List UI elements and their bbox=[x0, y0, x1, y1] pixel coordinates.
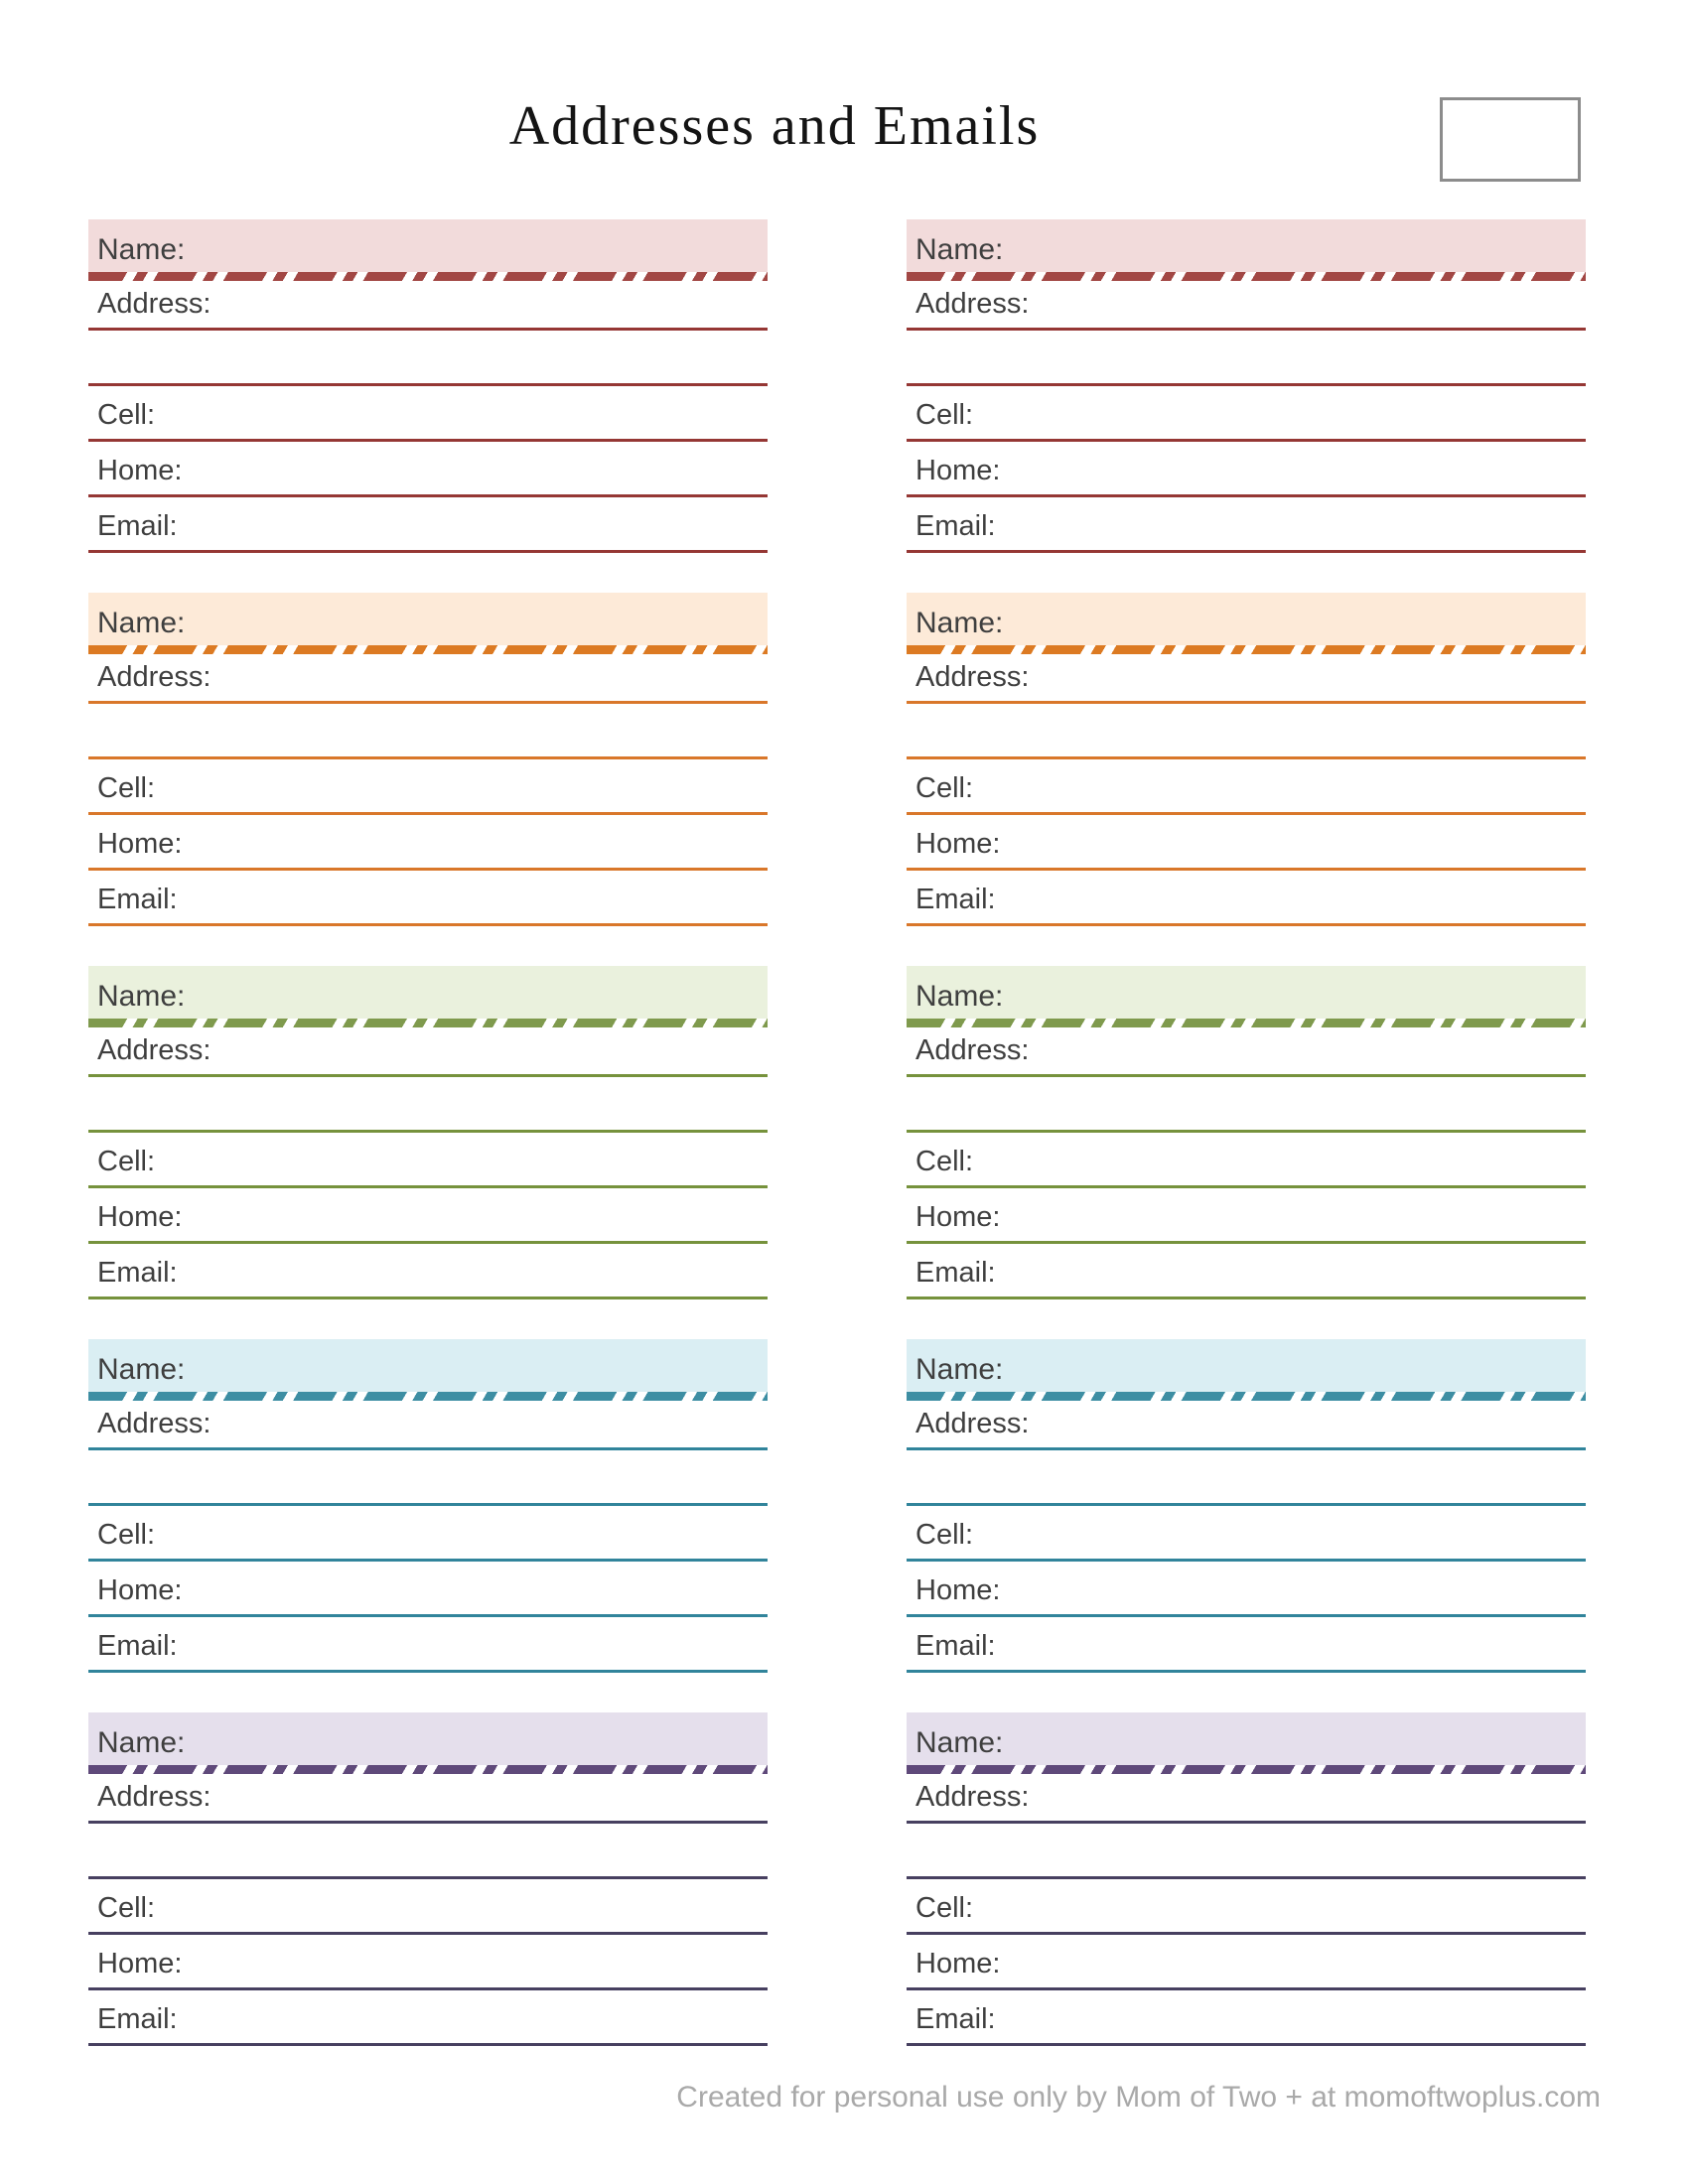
home-label: Home: bbox=[97, 455, 183, 486]
email-label: Email: bbox=[97, 1257, 178, 1289]
email-field bbox=[907, 1244, 1586, 1299]
email-label: Email: bbox=[97, 510, 178, 542]
dashed-divider bbox=[907, 1392, 1586, 1401]
corner-box bbox=[1440, 97, 1581, 182]
email-field bbox=[88, 1990, 768, 2046]
name-field bbox=[88, 966, 768, 1019]
name-label: Name: bbox=[97, 607, 186, 639]
home-field bbox=[88, 442, 768, 497]
dashed-divider bbox=[88, 1765, 768, 1774]
contact-columns bbox=[88, 219, 1586, 2086]
dashed-divider bbox=[907, 645, 1586, 654]
cell-label: Cell: bbox=[915, 1146, 974, 1177]
home-field bbox=[907, 1188, 1586, 1244]
address-field bbox=[907, 281, 1586, 331]
email-label: Email: bbox=[915, 1630, 996, 1662]
address-field bbox=[907, 654, 1586, 704]
email-field bbox=[907, 1617, 1586, 1673]
cell-label: Cell: bbox=[97, 1892, 156, 1924]
name-label: Name: bbox=[97, 980, 186, 1013]
address-field bbox=[907, 1401, 1586, 1450]
cell-label: Cell: bbox=[97, 399, 156, 431]
address-label: Address: bbox=[915, 288, 1030, 320]
name-field bbox=[907, 966, 1586, 1019]
address-line2-field bbox=[907, 331, 1586, 386]
footer-credit: Created for personal use only by Mom of Two + at momoftwoplus.com bbox=[676, 2081, 1601, 2114]
cell-field bbox=[88, 1879, 768, 1935]
name-field bbox=[88, 1712, 768, 1765]
home-field bbox=[907, 815, 1586, 871]
cell-label: Cell: bbox=[97, 1146, 156, 1177]
home-label: Home: bbox=[97, 1201, 183, 1233]
email-field bbox=[88, 1244, 768, 1299]
contact-block-right-red bbox=[907, 219, 1586, 593]
home-label: Home: bbox=[915, 455, 1001, 486]
column-left bbox=[88, 219, 768, 2086]
email-label: Email: bbox=[97, 884, 178, 915]
address-field bbox=[907, 1774, 1586, 1824]
cell-field bbox=[88, 1133, 768, 1188]
email-label: Email: bbox=[915, 2003, 996, 2035]
dashed-divider bbox=[88, 645, 768, 654]
address-label: Address: bbox=[915, 1408, 1030, 1439]
dashed-divider bbox=[88, 272, 768, 281]
contact-block-right-green bbox=[907, 966, 1586, 1339]
home-label: Home: bbox=[97, 828, 183, 860]
address-line2-field bbox=[907, 1077, 1586, 1133]
address-field bbox=[88, 1774, 768, 1824]
contact-block-right-purple bbox=[907, 1712, 1586, 2086]
dashed-divider bbox=[907, 272, 1586, 281]
email-label: Email: bbox=[915, 884, 996, 915]
address-line2-field bbox=[907, 704, 1586, 759]
contact-block-left-orange bbox=[88, 593, 768, 966]
home-field bbox=[907, 1935, 1586, 1990]
name-label: Name: bbox=[97, 233, 186, 266]
address-label: Address: bbox=[97, 661, 211, 693]
cell-field bbox=[907, 1879, 1586, 1935]
name-field bbox=[88, 1339, 768, 1392]
email-field bbox=[88, 497, 768, 553]
email-label: Email: bbox=[915, 1257, 996, 1289]
address-field bbox=[88, 1401, 768, 1450]
address-line2-field bbox=[88, 1450, 768, 1506]
address-line2-field bbox=[907, 1450, 1586, 1506]
home-field bbox=[88, 1935, 768, 1990]
cell-label: Cell: bbox=[97, 1519, 156, 1551]
cell-field bbox=[907, 1506, 1586, 1562]
address-label: Address: bbox=[97, 1781, 211, 1813]
dashed-divider bbox=[907, 1765, 1586, 1774]
home-label: Home: bbox=[915, 1948, 1001, 1979]
address-label: Address: bbox=[97, 288, 211, 320]
column-right bbox=[907, 219, 1586, 2086]
contact-block-left-green bbox=[88, 966, 768, 1339]
cell-field bbox=[88, 1506, 768, 1562]
name-field bbox=[907, 219, 1586, 272]
cell-label: Cell: bbox=[915, 1892, 974, 1924]
home-field bbox=[907, 1562, 1586, 1617]
name-field bbox=[907, 1712, 1586, 1765]
email-field bbox=[907, 871, 1586, 926]
address-line2-field bbox=[88, 704, 768, 759]
address-label: Address: bbox=[97, 1408, 211, 1439]
contact-block-right-blue bbox=[907, 1339, 1586, 1712]
contact-block-left-blue bbox=[88, 1339, 768, 1712]
address-field bbox=[88, 1027, 768, 1077]
address-field bbox=[88, 654, 768, 704]
email-label: Email: bbox=[97, 2003, 178, 2035]
home-label: Home: bbox=[915, 828, 1001, 860]
name-label: Name: bbox=[97, 1726, 186, 1759]
name-label: Name: bbox=[97, 1353, 186, 1386]
name-label: Name: bbox=[915, 980, 1004, 1013]
contact-block-left-purple bbox=[88, 1712, 768, 2086]
name-field bbox=[907, 1339, 1586, 1392]
name-label: Name: bbox=[915, 1353, 1004, 1386]
name-field bbox=[88, 219, 768, 272]
address-line2-field bbox=[88, 1077, 768, 1133]
home-field bbox=[88, 1188, 768, 1244]
name-label: Name: bbox=[915, 233, 1004, 266]
dashed-divider bbox=[88, 1392, 768, 1401]
cell-label: Cell: bbox=[915, 1519, 974, 1551]
email-label: Email: bbox=[97, 1630, 178, 1662]
email-field bbox=[907, 497, 1586, 553]
home-field bbox=[88, 1562, 768, 1617]
address-label: Address: bbox=[915, 1034, 1030, 1066]
address-line2-field bbox=[88, 1824, 768, 1879]
address-line2-field bbox=[88, 331, 768, 386]
page-title: Addresses and Emails bbox=[508, 95, 1041, 157]
cell-label: Cell: bbox=[97, 772, 156, 804]
email-field bbox=[88, 1617, 768, 1673]
home-field bbox=[907, 442, 1586, 497]
address-label: Address: bbox=[915, 661, 1030, 693]
email-field bbox=[88, 871, 768, 926]
home-label: Home: bbox=[915, 1201, 1001, 1233]
cell-field bbox=[88, 386, 768, 442]
email-label: Email: bbox=[915, 510, 996, 542]
name-field bbox=[88, 593, 768, 645]
home-field bbox=[88, 815, 768, 871]
name-label: Name: bbox=[915, 1726, 1004, 1759]
name-label: Name: bbox=[915, 607, 1004, 639]
contact-block-left-red bbox=[88, 219, 768, 593]
cell-field bbox=[907, 759, 1586, 815]
home-label: Home: bbox=[97, 1574, 183, 1606]
cell-field bbox=[907, 1133, 1586, 1188]
contact-block-right-orange bbox=[907, 593, 1586, 966]
name-field bbox=[907, 593, 1586, 645]
cell-label: Cell: bbox=[915, 772, 974, 804]
dashed-divider bbox=[907, 1019, 1586, 1027]
cell-label: Cell: bbox=[915, 399, 974, 431]
cell-field bbox=[88, 759, 768, 815]
email-field bbox=[907, 1990, 1586, 2046]
address-label: Address: bbox=[915, 1781, 1030, 1813]
dashed-divider bbox=[88, 1019, 768, 1027]
address-field bbox=[907, 1027, 1586, 1077]
home-label: Home: bbox=[915, 1574, 1001, 1606]
address-label: Address: bbox=[97, 1034, 211, 1066]
address-field bbox=[88, 281, 768, 331]
cell-field bbox=[907, 386, 1586, 442]
home-label: Home: bbox=[97, 1948, 183, 1979]
address-line2-field bbox=[907, 1824, 1586, 1879]
